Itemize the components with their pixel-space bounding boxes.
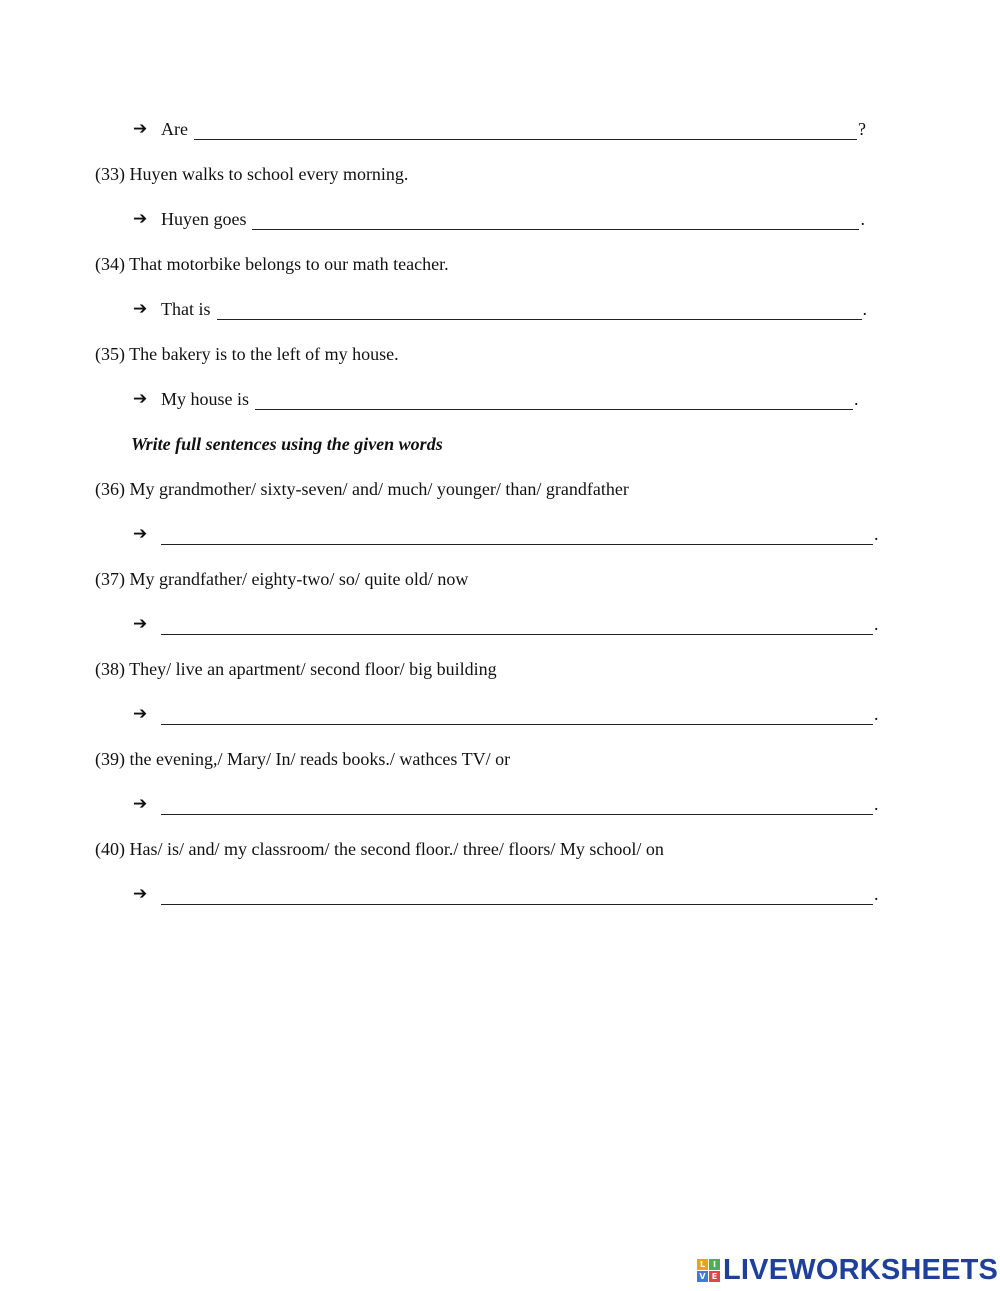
logo-tiles-icon (697, 1259, 720, 1282)
answer-blank-36[interactable] (161, 526, 873, 545)
answer-end: . (874, 884, 879, 904)
logo-tile: V (697, 1271, 708, 1282)
question-35: (35) The bakery is to the left of my house. (95, 344, 399, 364)
answer-line-35 (133, 388, 859, 410)
brand-name: LIVEWORKSHEETS (723, 1254, 999, 1286)
answer-end: . (860, 209, 865, 229)
question-37: (37) My grandfather/ eighty-two/ so/ quite old/ now (95, 569, 469, 589)
answer-blank-37[interactable] (161, 616, 873, 635)
question-38: (38) They/ live an apartment/ second floor/ big building (95, 659, 497, 679)
question-33: (33) Huyen walks to school every morning. (95, 164, 409, 184)
liveworksheets-logo[interactable] (697, 1254, 998, 1287)
question-36: (36) My grandmother/ sixty-seven/ and/ much/ younger/ than/ grandfather (95, 479, 629, 499)
answer-lead: Are (161, 119, 188, 139)
answer-line-38 (133, 703, 879, 725)
logo-tile: L (697, 1259, 708, 1270)
answer-line-39 (133, 793, 879, 815)
answer-line-33 (133, 208, 865, 230)
logo-tile: E (709, 1271, 720, 1282)
answer-end: . (874, 704, 879, 724)
arrow-right-icon: ➔ (133, 119, 148, 139)
arrow-right-icon: ➔ (133, 614, 148, 634)
answer-end: . (862, 299, 867, 319)
answer-lead: Huyen goes (161, 209, 247, 229)
answer-end: ? (857, 119, 866, 139)
arrow-right-icon: ➔ (133, 704, 148, 724)
answer-blank-39[interactable] (161, 796, 873, 815)
answer-blank-32[interactable] (194, 121, 857, 140)
answer-line-32 (133, 118, 866, 140)
answer-line-37 (133, 613, 879, 635)
arrow-right-icon: ➔ (133, 884, 148, 904)
question-34: (34) That motorbike belongs to our math teacher. (95, 254, 449, 274)
answer-end: . (854, 389, 859, 409)
section-instruction: Write full sentences using the given words (131, 434, 443, 454)
answer-lead: That is (161, 299, 211, 319)
logo-tile: I (709, 1259, 720, 1270)
answer-blank-40[interactable] (161, 886, 873, 905)
answer-line-40 (133, 883, 879, 905)
answer-end: . (874, 524, 879, 544)
answer-blank-34[interactable] (217, 301, 862, 320)
question-40: (40) Has/ is/ and/ my classroom/ the second floor./ three/ floors/ My school/ on (95, 839, 664, 859)
answer-lead: My house is (161, 389, 250, 409)
answer-blank-35[interactable] (255, 391, 853, 410)
arrow-right-icon: ➔ (133, 794, 148, 814)
answer-line-34 (133, 298, 867, 320)
answer-blank-38[interactable] (161, 706, 873, 725)
arrow-right-icon: ➔ (133, 299, 148, 319)
question-39: (39) the evening,/ Mary/ In/ reads books./ wathces TV/ or (95, 749, 511, 769)
answer-blank-33[interactable] (252, 211, 859, 230)
arrow-right-icon: ➔ (133, 209, 148, 229)
answer-line-36 (133, 523, 879, 545)
answer-end: . (874, 794, 879, 814)
arrow-right-icon: ➔ (133, 524, 148, 544)
answer-end: . (874, 614, 879, 634)
arrow-right-icon: ➔ (133, 389, 148, 409)
